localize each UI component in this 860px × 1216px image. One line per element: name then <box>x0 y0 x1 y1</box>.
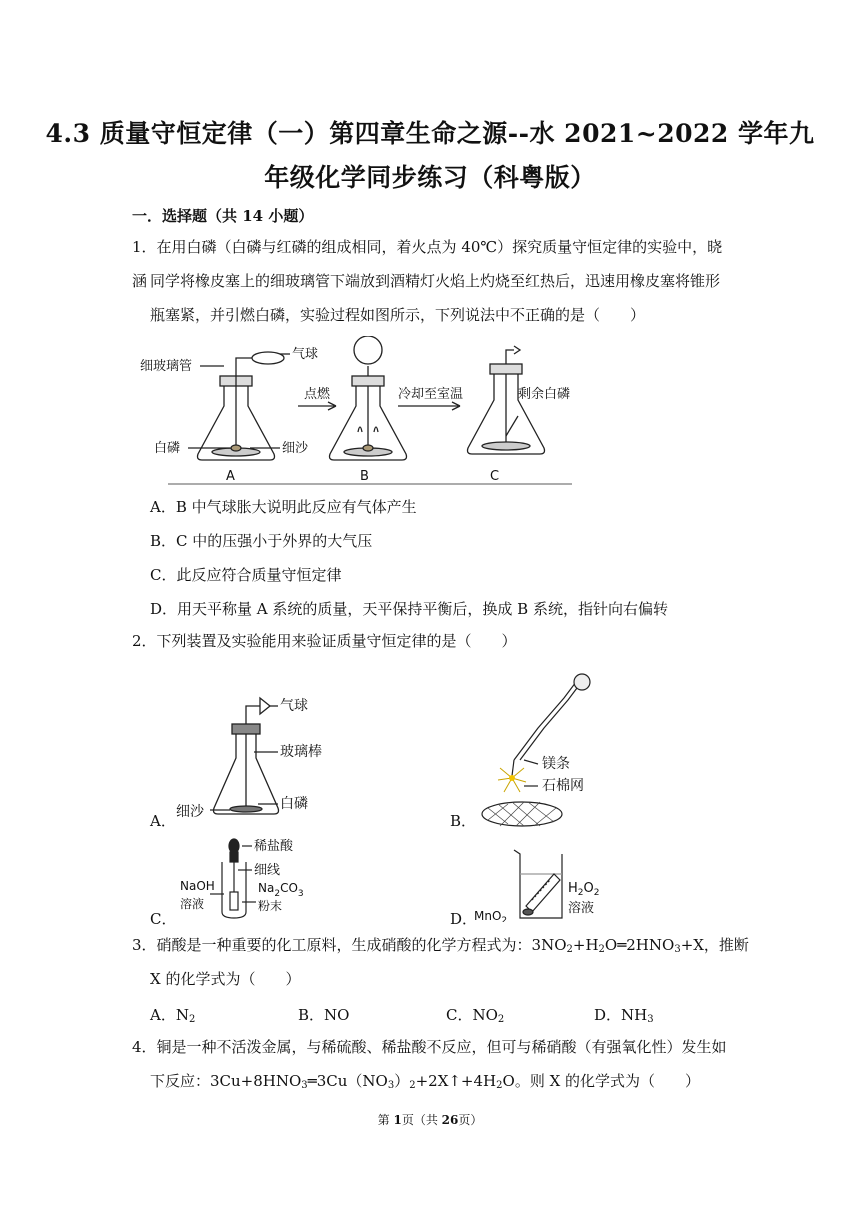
q2-option-b[interactable]: B． <box>450 812 477 830</box>
label-residue: 剩余白磷 <box>518 387 571 402</box>
q3-line2: X 的化学式为（ ） <box>150 970 301 988</box>
label-cool: 冷却至室温 <box>398 387 464 402</box>
label-q2d-h2o2: $H_2O_2$ <box>568 881 600 898</box>
q2-option-d[interactable]: D． <box>450 910 478 928</box>
label-ignite: 点燃 <box>304 387 331 402</box>
label-q2a-balloon: 气球 <box>280 698 308 714</box>
q2-line1: 2．下列装置及实验能用来验证质量守恒定律的是（ ） <box>132 632 517 650</box>
label-sand: 细沙 <box>282 441 309 456</box>
equals-sign: ═ <box>307 1072 317 1090</box>
label-q2c-acid: 稀盐酸 <box>254 839 294 854</box>
label-q2d-solution: 溶液 <box>568 901 595 916</box>
q1-figure <box>140 336 580 488</box>
q3-line1: 3．硝酸是一种重要的化工原料，生成硝酸的化学方程式为：$3NO_2+H_2O═2HNO_3+X$，推断 <box>132 936 749 955</box>
q2-figure-b <box>468 668 628 828</box>
label-balloon: 气球 <box>292 347 319 362</box>
q2-figure-c <box>176 836 326 922</box>
label-q2c-naoh: NaOH <box>180 879 215 893</box>
q1-line2: 同学将橡皮塞上的细玻璃管下端放到酒精灯火焰上灼烧至红热后，迅速用橡皮塞将锥形 <box>150 272 721 290</box>
label-phosphorus: 白磷 <box>154 441 181 456</box>
label-q2c-powder: 粉末 <box>258 899 283 913</box>
label-b: B <box>360 469 369 484</box>
label-q2a-rod: 玻璃棒 <box>280 744 322 760</box>
q2-figure-a <box>170 692 340 830</box>
label-c: C <box>490 469 500 484</box>
q3-option-c[interactable]: C．$NO_2$ <box>446 1006 505 1025</box>
q1-option-d[interactable]: D．用天平称量 A 系统的质量，天平保持平衡后，换成 B 系统，指针向右偏转 <box>150 600 668 618</box>
q1-line3: 瓶塞紧，并引燃白磷，实验过程如图所示，下列说法中不正确的是（ ） <box>150 306 646 324</box>
q2-figure-d <box>470 846 620 922</box>
equals-sign: ═ <box>617 936 627 954</box>
label-q2c-na2co3: $Na_2CO_3$ <box>258 881 304 899</box>
q3-option-d[interactable]: D．$NH_3$ <box>594 1006 654 1025</box>
page-total: 26 <box>441 1113 459 1127</box>
q1-line1: 1．在用白磷（白磷与红磷的组成相同，着火点为 40℃）探究质量守恒定律的实验中，晓涵 <box>132 238 723 290</box>
page-title-line1: 4.3 质量守恒定律（一）第四章生命之源--水 2021~2022 学年九 <box>45 119 815 148</box>
label-tube: 细玻璃管 <box>140 359 193 374</box>
q4-line2: 下反应：$3Cu+8HNO_3═3Cu(NO_3)_2+2X↑+4H_2O$。则 X 的化学式为（ ） <box>150 1072 701 1091</box>
q3-option-a[interactable]: A．$N_2$ <box>150 1006 196 1025</box>
q4-line1: 4．铜是一种不活泼金属，与稀硫酸、稀盐酸不反应，但可与稀硝酸（有强氧化性）发生如 <box>132 1038 727 1056</box>
section-heading: 一．选择题（共 14 小题） <box>132 207 314 225</box>
q1-option-b[interactable]: B．C 中的压强小于外界的大气压 <box>150 532 373 550</box>
label-q2a-phosphorus: 白磷 <box>280 796 308 812</box>
page-title-line2: 年级化学同步练习（科粤版） <box>264 163 596 192</box>
q1-option-a[interactable]: A．B 中气球胀大说明此反应有气体产生 <box>150 498 417 516</box>
label-q2b-gauze: 石棉网 <box>542 778 584 794</box>
label-q2c-solution: 溶液 <box>180 897 205 911</box>
q2-option-c[interactable]: C． <box>150 910 177 928</box>
label-a: A <box>226 469 235 484</box>
label-q2c-thread: 细线 <box>254 863 281 878</box>
q2-option-a[interactable]: A． <box>150 812 176 830</box>
q1-option-c[interactable]: C．此反应符合质量守恒定律 <box>150 566 342 584</box>
q3-option-b[interactable]: B．NO <box>298 1006 350 1024</box>
label-q2a-sand: 细沙 <box>176 804 204 820</box>
label-q2d-mno2: MnO$_2$ <box>474 909 508 922</box>
label-q2b-ribbon: 镁条 <box>542 756 570 772</box>
page-footer: 第 1页（共 26页） <box>377 1113 483 1127</box>
page-number: 1 <box>393 1113 402 1127</box>
